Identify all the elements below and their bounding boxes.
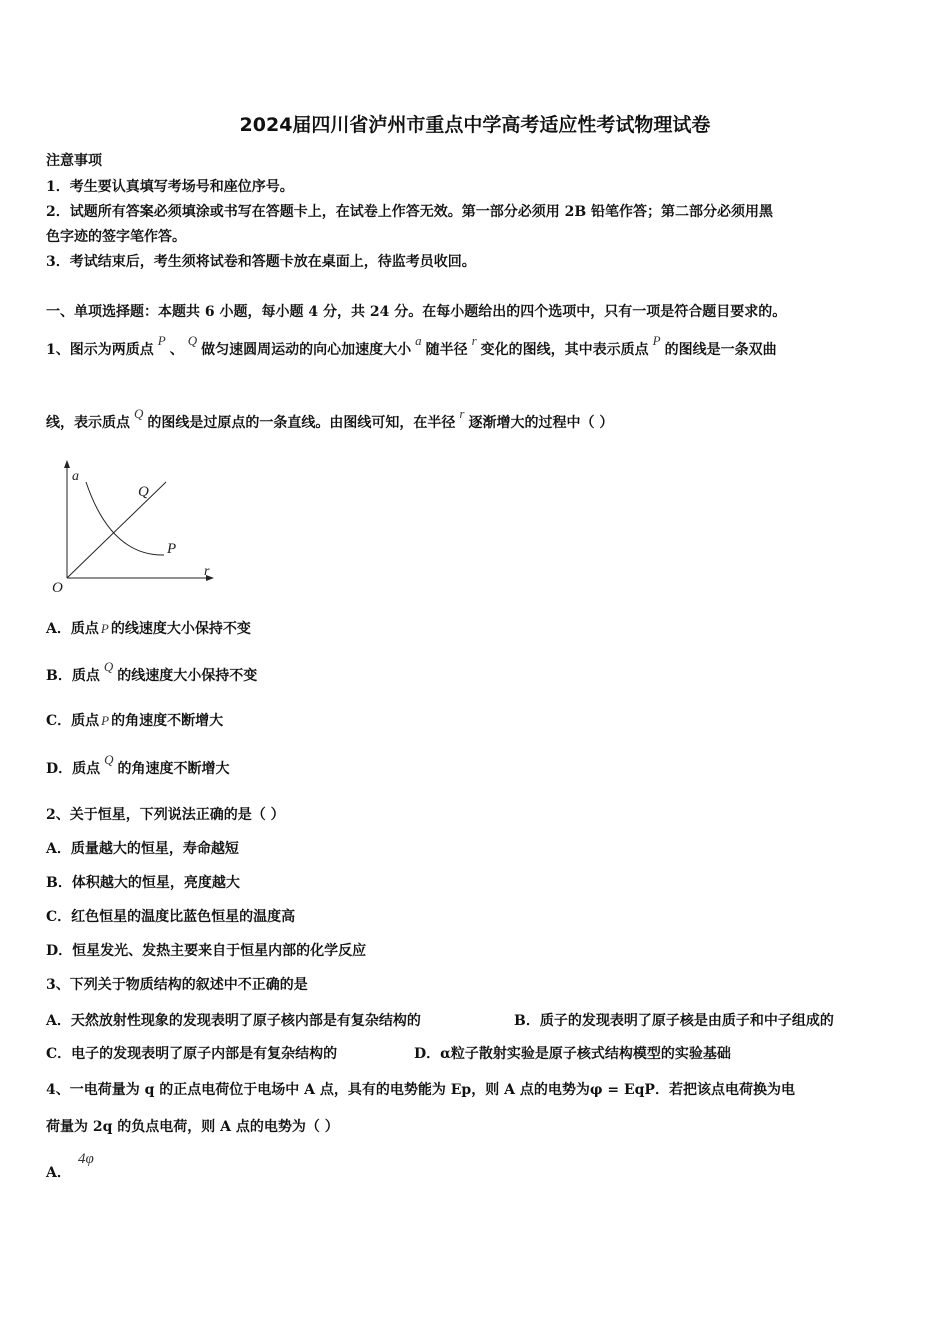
q3-option-D: D．α粒子散射实验是原子核式结构模型的实验基础 xyxy=(414,1046,731,1062)
q3-option-C: C．电子的发现表明了原子内部是有复杂结构的 xyxy=(46,1046,338,1062)
option-D xyxy=(46,752,230,779)
q1-text: 的图线是过原点的一条直线。由图线可知，在半径 xyxy=(147,415,456,431)
origin-label: O xyxy=(52,580,63,596)
axis-label-r: r xyxy=(204,564,210,579)
q1-text: 1、图示为两质点 xyxy=(46,342,154,358)
notice-item: 色字迹的签字笔作答。 xyxy=(46,229,186,245)
option-text: 的角速度不断增大 xyxy=(111,713,224,729)
q1-text: 、 xyxy=(169,342,184,358)
q1-text: 逐渐增大的过程中（ ） xyxy=(468,415,614,431)
q2-option-D: D．恒星发光、发热主要来自于恒星内部的化学反应 xyxy=(46,943,367,959)
q4-option-A-value: 4φ xyxy=(78,1151,94,1167)
section-heading: 一、单项选择题：本题共 6 小题，每小题 4 分，共 24 分。在每小题给出的四个选项中，只有一项是符合题目要求的。 xyxy=(46,304,787,320)
symbol-r: r xyxy=(471,333,477,348)
q2-option-C: C．红色恒星的温度比蓝色恒星的温度高 xyxy=(46,909,296,925)
line-Q xyxy=(67,482,166,578)
option-letter: A． xyxy=(46,1165,71,1181)
q3-option-A: A．天然放射性现象的发现表明了原子核内部是有复杂结构的 xyxy=(46,1013,421,1029)
symbol-Q: Q xyxy=(103,659,114,674)
option-letter: B．质点 xyxy=(46,668,100,684)
label-P: P xyxy=(167,541,177,557)
a-r-graph xyxy=(46,458,236,598)
question-3-stem: 3、下列关于物质结构的叙述中不正确的是 xyxy=(46,977,308,993)
option-B xyxy=(46,659,258,686)
q1-text: 变化的图线，其中表示质点 xyxy=(480,342,649,358)
curve-P xyxy=(86,482,164,555)
symbol-Q: Q xyxy=(104,752,114,767)
q2-option-A: A．质量越大的恒星，寿命越短 xyxy=(46,841,239,857)
q4-option-A xyxy=(46,1163,71,1183)
option-text: 的角速度不断增大 xyxy=(117,761,230,777)
notice-item: 1．考生要认真填写考场号和座位序号。 xyxy=(46,179,294,195)
q1-text: 的图线是一条双曲 xyxy=(664,342,777,358)
notice-heading: 注意事项 xyxy=(46,153,102,169)
option-text: 的线速度大小保持不变 xyxy=(110,621,251,637)
question-1-line-1 xyxy=(46,333,777,360)
question-1-line-2 xyxy=(46,406,614,433)
page-title: 2024届四川省泸州市重点中学高考适应性考试物理试卷 xyxy=(239,114,711,136)
symbol-Q: Q xyxy=(187,333,198,348)
axis-label-a: a xyxy=(72,469,79,484)
option-C xyxy=(46,711,223,731)
notice-item: 3．考试结束后，考生须将试卷和答题卡放在桌面上，待监考员收回。 xyxy=(46,254,476,270)
symbol-r: r xyxy=(459,406,465,421)
label-Q: Q xyxy=(138,484,149,500)
symbol-P: P xyxy=(157,333,166,348)
q2-option-B: B．体积越大的恒星，亮度越大 xyxy=(46,875,240,891)
notice-item: 2．试题所有答案必须填涂或书写在答题卡上，在试卷上作答无效。第一部分必须用 2B 铅笔作答；第二部分必须用黑 xyxy=(46,204,774,220)
symbol-P: P xyxy=(100,621,109,636)
symbol-P: P xyxy=(101,713,110,728)
symbol-a: a xyxy=(415,333,422,348)
option-letter: A．质点 xyxy=(46,621,99,637)
symbol-Q: Q xyxy=(134,406,144,421)
question-2-stem: 2、关于恒星，下列说法正确的是（ ） xyxy=(46,807,285,823)
y-axis-arrow xyxy=(64,460,70,468)
symbol-P: P xyxy=(652,333,661,348)
option-letter: C．质点 xyxy=(46,713,100,729)
option-letter: D．质点 xyxy=(46,761,101,777)
q1-text: 随半径 xyxy=(425,342,468,358)
question-4-line-2: 荷量为 2q 的负点电荷，则 A 点的电势为（ ） xyxy=(46,1119,339,1135)
question-4-line-1: 4、一电荷量为 q 的正点电荷位于电场中 A 点，具有的电势能为 Ep，则 A 点的电势为φ = EqP．若把该点电荷换为电 xyxy=(46,1082,795,1098)
q1-text: 线，表示质点 xyxy=(46,415,130,431)
option-A xyxy=(46,619,251,639)
q3-option-B: B．质子的发现表明了原子核是由质子和中子组成的 xyxy=(514,1013,834,1029)
option-text: 的线速度大小保持不变 xyxy=(117,668,258,684)
q1-text: 做匀速圆周运动的向心加速度大小 xyxy=(201,342,412,358)
